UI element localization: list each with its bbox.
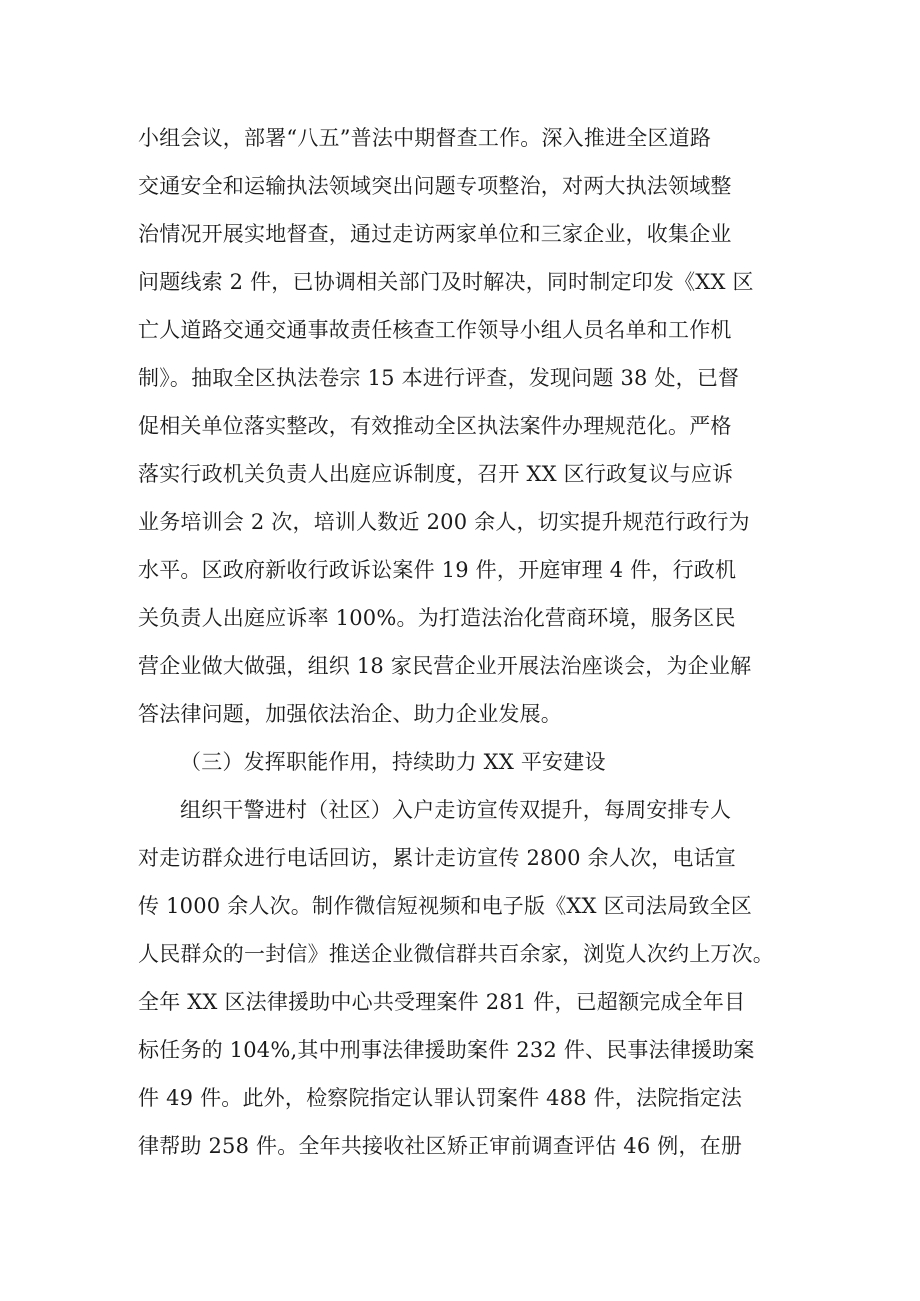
body-line: 水平。区政府新收行政诉讼案件 19 件，开庭审理 4 件，行政机 [138, 558, 737, 582]
body-line: 全年 XX 区法律援助中心共受理案件 281 件，已超额完成全年目 [138, 990, 746, 1014]
body-line: 治情况开展实地督查，通过走访两家单位和三家企业，收集企业 [138, 222, 732, 246]
body-line: 亡人道路交通交通事故责任核查工作领导小组人员名单和工作机 [138, 318, 732, 342]
body-line: 对走访群众进行电话回访，累计走访宣传 2800 余人次，电话宣 [138, 846, 736, 870]
body-line: 答法律问题，加强依法治企、助力企业发展。 [138, 702, 562, 726]
body-line: 律帮助 258 件。全年共接收社区矫正审前调查评估 46 例，在册 [138, 1134, 743, 1158]
body-line: 小组会议，部署“八五”普法中期督查工作。深入推进全区道路 [138, 126, 712, 150]
body-line: 交通安全和运输执法领域突出问题专项整治，对两大执法领域整 [138, 174, 732, 198]
body-line: 组织干警进村（社区）入户走访宣传双提升，每周安排专人 [180, 798, 732, 822]
body-line: 业务培训会 2 次，培训人数近 200 余人，切实提升规范行政行为 [138, 510, 750, 534]
body-line: 传 1000 余人次。制作微信短视频和电子版《XX 区司法局致全区 [138, 894, 752, 918]
body-line: 问题线索 2 件，已协调相关部门及时解决，同时制定印发《XX 区 [138, 270, 754, 294]
section-heading: （三）发挥职能作用，持续助力 XX 平安建设 [180, 750, 606, 774]
body-line: 标任务的 104%,其中刑事法律援助案件 232 件、民事法律援助案 [138, 1038, 755, 1062]
body-line: 落实行政机关负责人出庭应诉制度，召开 XX 区行政复议与应诉 [138, 462, 734, 486]
body-line: 制》。抽取全区执法卷宗 15 本进行评查，发现问题 38 处，已督 [138, 366, 740, 390]
body-line: 件 49 件。此外，检察院指定认罪认罚案件 488 件，法院指定法 [138, 1086, 743, 1110]
body-line: 关负责人出庭应诉率 100%。为打造法治化营商环境，服务区民 [138, 606, 736, 630]
body-line: 促相关单位落实整改，有效推动全区执法案件办理规范化。严格 [138, 414, 732, 438]
body-line: 营企业做大做强，组织 18 家民营企业开展法治座谈会，为企业解 [138, 654, 752, 678]
body-line: 人民群众的一封信》推送企业微信群共百余家，浏览人次约上万次。 [138, 942, 774, 966]
